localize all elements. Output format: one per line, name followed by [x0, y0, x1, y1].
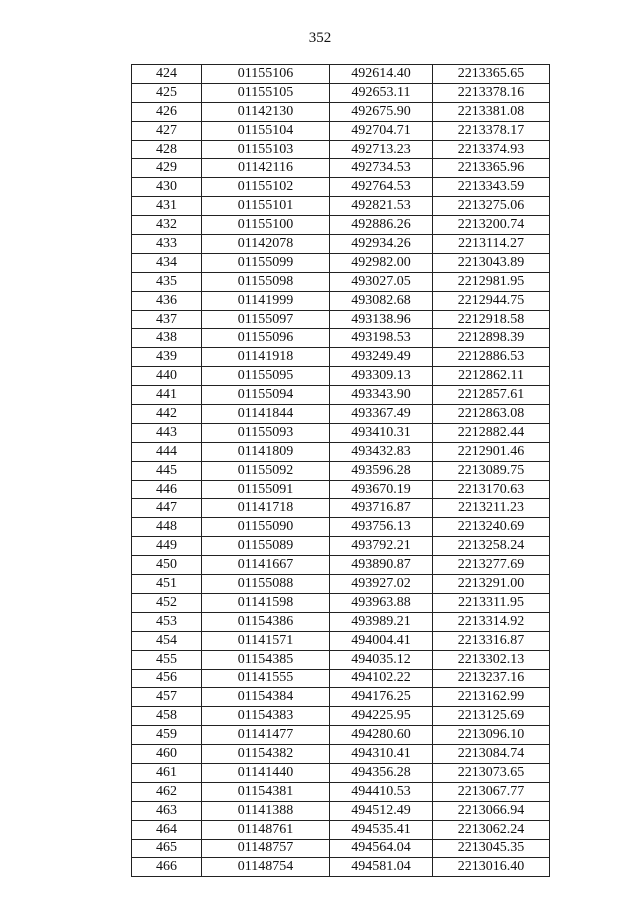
table-row: [132, 121, 550, 140]
y-coordinate-cell: 2213316.87: [433, 631, 550, 650]
x-coordinate-cell: 493138.96: [330, 310, 433, 329]
table-row: [132, 745, 550, 764]
point-code-cell: 01141844: [202, 405, 330, 424]
point-code-cell: 01155104: [202, 121, 330, 140]
x-coordinate-cell: 492614.40: [330, 65, 433, 84]
table-row: [132, 291, 550, 310]
point-number-cell: 463: [132, 801, 202, 820]
page-number: 352: [308, 30, 332, 46]
point-number-cell: 431: [132, 197, 202, 216]
x-coordinate-cell: 493343.90: [330, 386, 433, 405]
y-coordinate-cell: 2213089.75: [433, 461, 550, 480]
table-row: [132, 405, 550, 424]
point-number-cell: 437: [132, 310, 202, 329]
y-coordinate-cell: 2212857.61: [433, 386, 550, 405]
x-coordinate-cell: 493716.87: [330, 499, 433, 518]
x-coordinate-cell: 493989.21: [330, 612, 433, 631]
x-coordinate-cell: 492982.00: [330, 253, 433, 272]
point-number-cell: 426: [132, 102, 202, 121]
x-coordinate-cell: 493596.28: [330, 461, 433, 480]
table-row: [132, 310, 550, 329]
x-coordinate-cell: 492734.53: [330, 159, 433, 178]
table-row: [132, 556, 550, 575]
x-coordinate-cell: 493027.05: [330, 272, 433, 291]
point-number-cell: 432: [132, 216, 202, 235]
x-coordinate-cell: 494512.49: [330, 801, 433, 820]
point-number-cell: 429: [132, 159, 202, 178]
table-row: [132, 801, 550, 820]
table-row: [132, 83, 550, 102]
table-row: [132, 575, 550, 594]
point-number-cell: 446: [132, 480, 202, 499]
y-coordinate-cell: 2213374.93: [433, 140, 550, 159]
table-row: [132, 102, 550, 121]
point-number-cell: 435: [132, 272, 202, 291]
x-coordinate-cell: 494280.60: [330, 726, 433, 745]
coordinates-table-body: [132, 65, 550, 877]
y-coordinate-cell: 2213302.13: [433, 650, 550, 669]
point-code-cell: 01155100: [202, 216, 330, 235]
x-coordinate-cell: 494410.53: [330, 782, 433, 801]
point-number-cell: 433: [132, 235, 202, 254]
point-code-cell: 01142130: [202, 102, 330, 121]
point-code-cell: 01155105: [202, 83, 330, 102]
table-row: [132, 858, 550, 877]
table-row: [132, 726, 550, 745]
y-coordinate-cell: 2212901.46: [433, 442, 550, 461]
x-coordinate-cell: 494176.25: [330, 688, 433, 707]
point-number-cell: 450: [132, 556, 202, 575]
point-code-cell: 01141918: [202, 348, 330, 367]
y-coordinate-cell: 2212918.58: [433, 310, 550, 329]
point-code-cell: 01155098: [202, 272, 330, 291]
table-row: [132, 178, 550, 197]
x-coordinate-cell: 492886.26: [330, 216, 433, 235]
table-row: [132, 820, 550, 839]
y-coordinate-cell: 2213381.08: [433, 102, 550, 121]
x-coordinate-cell: 493082.68: [330, 291, 433, 310]
table-row: [132, 386, 550, 405]
point-code-cell: 01141571: [202, 631, 330, 650]
point-number-cell: 425: [132, 83, 202, 102]
table-row: [132, 329, 550, 348]
table-row: [132, 367, 550, 386]
y-coordinate-cell: 2213311.95: [433, 593, 550, 612]
point-code-cell: 01155093: [202, 423, 330, 442]
y-coordinate-cell: 2212981.95: [433, 272, 550, 291]
x-coordinate-cell: 493890.87: [330, 556, 433, 575]
point-code-cell: 01155090: [202, 518, 330, 537]
x-coordinate-cell: 493670.19: [330, 480, 433, 499]
y-coordinate-cell: 2213125.69: [433, 707, 550, 726]
point-number-cell: 462: [132, 782, 202, 801]
point-code-cell: 01141718: [202, 499, 330, 518]
point-number-cell: 449: [132, 537, 202, 556]
point-number-cell: 427: [132, 121, 202, 140]
x-coordinate-cell: 493410.31: [330, 423, 433, 442]
point-number-cell: 442: [132, 405, 202, 424]
point-code-cell: 01141440: [202, 763, 330, 782]
point-code-cell: 01154386: [202, 612, 330, 631]
point-code-cell: 01155097: [202, 310, 330, 329]
point-number-cell: 430: [132, 178, 202, 197]
point-number-cell: 453: [132, 612, 202, 631]
point-code-cell: 01154383: [202, 707, 330, 726]
y-coordinate-cell: 2212862.11: [433, 367, 550, 386]
point-number-cell: 454: [132, 631, 202, 650]
point-code-cell: 01154382: [202, 745, 330, 764]
point-number-cell: 441: [132, 386, 202, 405]
point-code-cell: 01155088: [202, 575, 330, 594]
x-coordinate-cell: 494356.28: [330, 763, 433, 782]
table-row: [132, 839, 550, 858]
y-coordinate-cell: 2213016.40: [433, 858, 550, 877]
x-coordinate-cell: 492821.53: [330, 197, 433, 216]
point-code-cell: 01155092: [202, 461, 330, 480]
point-code-cell: 01148757: [202, 839, 330, 858]
x-coordinate-cell: 493963.88: [330, 593, 433, 612]
point-number-cell: 460: [132, 745, 202, 764]
x-coordinate-cell: 493432.83: [330, 442, 433, 461]
point-number-cell: 443: [132, 423, 202, 442]
table-row: [132, 65, 550, 84]
y-coordinate-cell: 2212898.39: [433, 329, 550, 348]
point-code-cell: 01154385: [202, 650, 330, 669]
table-row: [132, 253, 550, 272]
coordinates-table: [131, 64, 550, 877]
point-code-cell: 01154384: [202, 688, 330, 707]
point-code-cell: 01148761: [202, 820, 330, 839]
y-coordinate-cell: 2213365.96: [433, 159, 550, 178]
table-row: [132, 593, 550, 612]
y-coordinate-cell: 2213043.89: [433, 253, 550, 272]
x-coordinate-cell: 493927.02: [330, 575, 433, 594]
y-coordinate-cell: 2212882.44: [433, 423, 550, 442]
point-number-cell: 434: [132, 253, 202, 272]
point-code-cell: 01155103: [202, 140, 330, 159]
point-code-cell: 01148754: [202, 858, 330, 877]
table-row: [132, 197, 550, 216]
point-number-cell: 461: [132, 763, 202, 782]
x-coordinate-cell: 493249.49: [330, 348, 433, 367]
x-coordinate-cell: 492713.23: [330, 140, 433, 159]
table-row: [132, 763, 550, 782]
x-coordinate-cell: 493309.13: [330, 367, 433, 386]
table-row: [132, 518, 550, 537]
x-coordinate-cell: 492653.11: [330, 83, 433, 102]
point-code-cell: 01141598: [202, 593, 330, 612]
y-coordinate-cell: 2213378.16: [433, 83, 550, 102]
y-coordinate-cell: 2213240.69: [433, 518, 550, 537]
x-coordinate-cell: 492704.71: [330, 121, 433, 140]
table-row: [132, 688, 550, 707]
x-coordinate-cell: 494564.04: [330, 839, 433, 858]
table-row: [132, 669, 550, 688]
point-number-cell: 447: [132, 499, 202, 518]
x-coordinate-cell: 494225.95: [330, 707, 433, 726]
point-code-cell: 01155099: [202, 253, 330, 272]
point-code-cell: 01141555: [202, 669, 330, 688]
x-coordinate-cell: 494581.04: [330, 858, 433, 877]
x-coordinate-cell: 494102.22: [330, 669, 433, 688]
point-code-cell: 01141809: [202, 442, 330, 461]
point-code-cell: 01141477: [202, 726, 330, 745]
point-code-cell: 01155095: [202, 367, 330, 386]
y-coordinate-cell: 2213365.65: [433, 65, 550, 84]
x-coordinate-cell: 493367.49: [330, 405, 433, 424]
x-coordinate-cell: 494535.41: [330, 820, 433, 839]
y-coordinate-cell: 2213114.27: [433, 235, 550, 254]
table-row: [132, 650, 550, 669]
point-code-cell: 01154381: [202, 782, 330, 801]
table-row: [132, 707, 550, 726]
point-code-cell: 01155096: [202, 329, 330, 348]
point-number-cell: 464: [132, 820, 202, 839]
point-number-cell: 424: [132, 65, 202, 84]
y-coordinate-cell: 2213096.10: [433, 726, 550, 745]
point-code-cell: 01155089: [202, 537, 330, 556]
point-number-cell: 466: [132, 858, 202, 877]
table-row: [132, 537, 550, 556]
table-row: [132, 461, 550, 480]
table-row: [132, 423, 550, 442]
y-coordinate-cell: 2213314.92: [433, 612, 550, 631]
y-coordinate-cell: 2212886.53: [433, 348, 550, 367]
point-number-cell: 440: [132, 367, 202, 386]
y-coordinate-cell: 2213073.65: [433, 763, 550, 782]
point-number-cell: 448: [132, 518, 202, 537]
y-coordinate-cell: 2213291.00: [433, 575, 550, 594]
point-number-cell: 459: [132, 726, 202, 745]
point-code-cell: 01155102: [202, 178, 330, 197]
y-coordinate-cell: 2213258.24: [433, 537, 550, 556]
point-number-cell: 456: [132, 669, 202, 688]
point-number-cell: 465: [132, 839, 202, 858]
table-row: [132, 782, 550, 801]
table-row: [132, 442, 550, 461]
point-number-cell: 436: [132, 291, 202, 310]
x-coordinate-cell: 494004.41: [330, 631, 433, 650]
table-row: [132, 235, 550, 254]
y-coordinate-cell: 2213067.77: [433, 782, 550, 801]
x-coordinate-cell: 492764.53: [330, 178, 433, 197]
table-row: [132, 216, 550, 235]
y-coordinate-cell: 2213045.35: [433, 839, 550, 858]
y-coordinate-cell: 2213062.24: [433, 820, 550, 839]
point-number-cell: 445: [132, 461, 202, 480]
point-number-cell: 452: [132, 593, 202, 612]
y-coordinate-cell: 2213084.74: [433, 745, 550, 764]
point-code-cell: 01141667: [202, 556, 330, 575]
x-coordinate-cell: 494310.41: [330, 745, 433, 764]
x-coordinate-cell: 493792.21: [330, 537, 433, 556]
point-code-cell: 01155106: [202, 65, 330, 84]
x-coordinate-cell: 494035.12: [330, 650, 433, 669]
table-row: [132, 631, 550, 650]
point-number-cell: 428: [132, 140, 202, 159]
point-code-cell: 01142078: [202, 235, 330, 254]
x-coordinate-cell: 492934.26: [330, 235, 433, 254]
point-number-cell: 455: [132, 650, 202, 669]
point-code-cell: 01142116: [202, 159, 330, 178]
y-coordinate-cell: 2213200.74: [433, 216, 550, 235]
y-coordinate-cell: 2212863.08: [433, 405, 550, 424]
y-coordinate-cell: 2213237.16: [433, 669, 550, 688]
table-row: [132, 159, 550, 178]
point-code-cell: 01141388: [202, 801, 330, 820]
y-coordinate-cell: 2213211.23: [433, 499, 550, 518]
point-number-cell: 444: [132, 442, 202, 461]
table-row: [132, 612, 550, 631]
point-number-cell: 457: [132, 688, 202, 707]
point-code-cell: 01141999: [202, 291, 330, 310]
table-row: [132, 480, 550, 499]
point-code-cell: 01155091: [202, 480, 330, 499]
x-coordinate-cell: 493198.53: [330, 329, 433, 348]
point-number-cell: 438: [132, 329, 202, 348]
y-coordinate-cell: 2213343.59: [433, 178, 550, 197]
point-number-cell: 439: [132, 348, 202, 367]
x-coordinate-cell: 493756.13: [330, 518, 433, 537]
table-row: [132, 140, 550, 159]
table-row: [132, 348, 550, 367]
y-coordinate-cell: 2213275.06: [433, 197, 550, 216]
point-code-cell: 01155094: [202, 386, 330, 405]
point-number-cell: 458: [132, 707, 202, 726]
y-coordinate-cell: 2213277.69: [433, 556, 550, 575]
y-coordinate-cell: 2212944.75: [433, 291, 550, 310]
y-coordinate-cell: 2213066.94: [433, 801, 550, 820]
x-coordinate-cell: 492675.90: [330, 102, 433, 121]
table-row: [132, 272, 550, 291]
y-coordinate-cell: 2213378.17: [433, 121, 550, 140]
y-coordinate-cell: 2213162.99: [433, 688, 550, 707]
table-row: [132, 499, 550, 518]
y-coordinate-cell: 2213170.63: [433, 480, 550, 499]
point-number-cell: 451: [132, 575, 202, 594]
point-code-cell: 01155101: [202, 197, 330, 216]
